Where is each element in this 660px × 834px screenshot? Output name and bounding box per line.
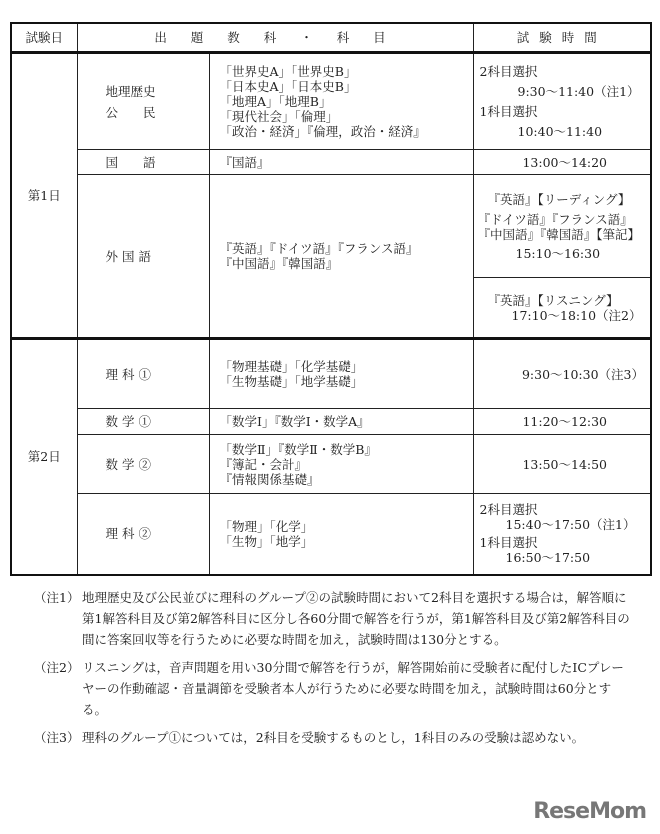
subject-line: 「生物」「地学」 (219, 533, 314, 549)
subject-list (209, 339, 473, 409)
note-3 (34, 727, 634, 748)
subject-list: 「数学Ⅰ」『数学Ⅰ・数学A』 (209, 409, 473, 435)
subject-line: 「地理A」「地理B」 (219, 94, 332, 109)
header-row (11, 23, 651, 53)
time-line: 17:10～18:10（注2） (511, 307, 642, 323)
subject-name: 数 学 ② (77, 435, 209, 494)
day-label: 第1日 (11, 53, 77, 339)
note-label: （注1） (34, 590, 80, 605)
header-date: 試験日 (11, 23, 77, 53)
exam-time: 13:00～14:20 (473, 150, 651, 175)
exam-time: 11:20～12:30 (473, 409, 651, 435)
subject-line: 「現代社会」「倫理」 (219, 109, 339, 124)
note-text: 理科のグループ①については，2科目を受験するものとし，1科目のみの受験は認めない。 (82, 730, 585, 745)
table-row (11, 409, 651, 435)
name-line: 地理歴史 (105, 83, 156, 99)
subject-line: 「政治・経済」『倫理，政治・経済』 (219, 124, 426, 139)
header-subjects: 出 題 教 科 ・ 科 目 (77, 23, 473, 53)
note-label: （注3） (34, 730, 80, 745)
notes (34, 587, 634, 755)
time-line: 『ドイツ語』『フランス語』『中国語』『韓国語』【筆記】 (477, 211, 641, 242)
subject-line: 『英語』『ドイツ語』『フランス語』 (219, 241, 419, 256)
note-text: 地理歴史及び公民並びに理科のグループ②の試験時間において2科目を選択する場合は，解答順に第1解答科目及び第2解答科目に区分し各60分間で解答を行うが，第1解答科目及び第2解答科目の間に答案回収等を行うために必要な時間を加え，試験時間は130分とする。 (82, 590, 630, 647)
exam-time-listening (473, 278, 651, 339)
time-line: 1科目選択 (479, 535, 538, 551)
day-label: 第2日 (11, 339, 77, 575)
table-row (11, 435, 651, 494)
subject-name: 理 科 ① (77, 339, 209, 409)
table-row (11, 53, 651, 150)
header-time: 試験時間 (473, 23, 651, 53)
time-line: 16:50～17:50 (505, 550, 591, 566)
name-line: 公 民 (105, 104, 156, 120)
table-row (11, 339, 651, 409)
subject-name: 理 科 ② (77, 494, 209, 575)
subject-line: 『中国語』『韓国語』 (219, 256, 339, 271)
note-text: リスニングは，音声問題を用い30分間で解答を行うが，解答開始前に受験者に配付したICプレーヤーの作動確認・音量調節を受験者本人が行うために必要な時間を加え，試験時間は60分とする。 (82, 660, 624, 717)
subject-list (209, 435, 473, 494)
table-row (11, 150, 651, 175)
note-2 (34, 657, 634, 720)
subject-list (209, 53, 473, 150)
subject-line: 『簿記・会計』 (219, 456, 308, 472)
subject-line: 「物理基礎」「化学基礎」 (219, 359, 364, 374)
time-line: 2科目選択 (479, 64, 538, 79)
time-line: 9:30～11:40（注1） (517, 84, 640, 99)
time-line: 15:10～16:30 (515, 245, 601, 261)
subject-name: 国 語 (77, 150, 209, 175)
subject-name: 数 学 ① (77, 409, 209, 435)
exam-time: 13:50～14:50 (473, 435, 651, 494)
note-1 (34, 587, 634, 650)
table-row (11, 494, 651, 575)
subject-line: 「物理」「化学」 (219, 518, 314, 534)
resemom-logo: ReseMom (533, 799, 646, 824)
subject-line: 「日本史A」「日本史B」 (219, 79, 357, 94)
time-line: 『英語』【リーディング】 (487, 191, 631, 207)
exam-time: 9:30～10:30（注3） (473, 339, 651, 409)
time-line: 『英語』【リスニング】 (487, 292, 619, 308)
time-line: 1科目選択 (479, 104, 538, 119)
time-line: 10:40～11:40 (517, 124, 603, 139)
time-line: 2科目選択 (479, 502, 538, 518)
exam-time (473, 494, 651, 575)
exam-schedule-table (10, 22, 652, 576)
subject-list: 『国語』 (209, 150, 473, 175)
subject-line: 「生物基礎」「地学基礎」 (219, 374, 364, 389)
subject-name: 外 国 語 (77, 175, 209, 339)
subject-list (209, 175, 473, 339)
subject-line: 『情報関係基礎』 (219, 471, 320, 487)
subject-line: 「世界史A」「世界史B」 (219, 64, 357, 79)
subject-name (77, 53, 209, 150)
subject-list (209, 494, 473, 575)
time-line: 15:40～17:50（注1） (505, 517, 636, 533)
exam-time (473, 53, 651, 150)
note-label: （注2） (34, 660, 80, 675)
exam-time (473, 175, 651, 278)
subject-line: 「数学Ⅱ」『数学Ⅱ・数学B』 (219, 441, 377, 457)
table-row (11, 175, 651, 278)
